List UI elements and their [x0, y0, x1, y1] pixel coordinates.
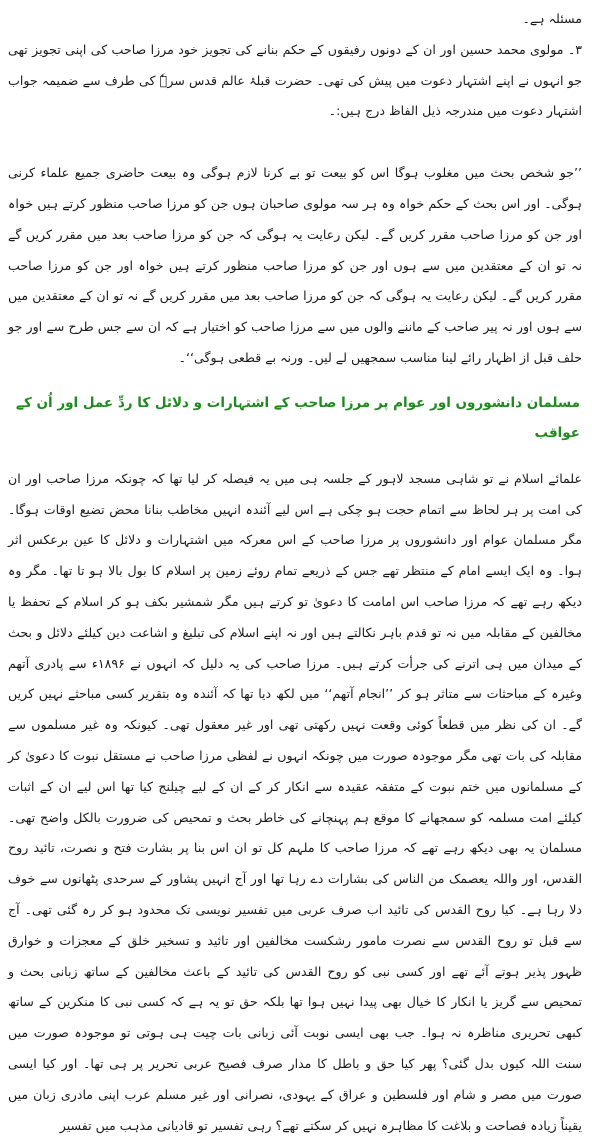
- continuation-line: مسئلہ ہے۔: [522, 11, 582, 26]
- section-heading: مسلمان دانشوروں اور عوام پر مرزا صاحب کے اشتہارات و دلائل کا ردِّ عمل اور اُن کے عواقب: [16, 394, 580, 441]
- quoted-paragraph: ’’جو شخص بحث میں مغلوب ہوگا اس کو بیعت تو بے کرنا لازم ہوگی وہ بیعت حاضری جمیع علماء کرنی ہوگی۔ اور اس بحث کے حکم خواہ وہ ہر سہ مولوی صاحبان ہوں جن کو مرزا صاحب منظور کرتے ہیں خواہ اور جن کو مرزا صاحب مقرر کریں گے۔ لیکن رعایت یہ ہوگی کہ جن کو مرزا صاحب بعد میں مقرر کریں گے نہ تو ان کے معتقدین میں سے ہوں اور جن کو مرزا صاحب منظور کرتے ہیں خواہ اور جن کو مرزا صاحب مقرر کریں گے۔ لیکن رعایت یہ ہوگی کہ جن کو مرزا صاحب بعد میں مقرر کریں گے نہ تو ان کے معتقدین میں سے ہوں اور نہ پیر صاحب کے ماننے والوں میں سے مرزا صاحب کو اختیار ہے کہ ان سے جس طرح سے اور جو حلف قبل از اظہار رائے لینا مناسب سمجھیں لے لیں۔ ورنہ بے قطعی ہوگی‘‘۔: [8, 165, 582, 365]
- numbered-paragraph: ۳۔ مولوی محمد حسین اور ان کے دونوں رفیقوں کے حکم بنانے کی تجویز خود مرزا صاحب کی اپنی تجویز تھی جو انہوں نے اپنے اشتہار دعوت میں پیش کی تھی۔ حضرت قبلۂ عالم قدس سرہٗ کی طرف سے ضمیمہ جواب اشتہار دعوت میں مندرجہ ذیل الفاظ درج ہیں:۔: [8, 41, 582, 119]
- body-paragraph: علمائے اسلام نے تو شاہی مسجد لاہور کے جلسہ ہی میں یہ فیصلہ کر لیا تھا کہ چونکہ مرزا صاحب اور ان کی امت پر ہر لحاظ سے اتمام حجت ہو چکی ہے اس لیے آئندہ انہیں مخاطب بنانا محض تضیع اوقات ہوگا۔ مگر مسلمان عوام اور دانشوروں پر مرزا صاحب کے اس معرکہ میں اشتہارات و دلائل کا عین برعکس اثر ہوا۔ وہ ایک ایسے امام کے منتظر تھے جس کے ذریعے تمام روئے زمین پر اسلام کا بول بالا ہو تا تھا۔ مگر وہ دیکھ رہے تھے کہ مرزا صاحب اس امامت کا دعویٰ تو کرتے ہیں مگر شمشیر بکف ہو کر اسلام کے تحفظ یا مخالفین کے مقابلہ میں نہ تو قدم باہر نکالتے ہیں اور نہ اپنے اسلام کی تبلیغ و اشاعت دین کیلئے دلائل و بحث کے میدان میں ہی اترنے کی جرأت کرتے ہیں۔ مرزا صاحب کی یہ دلیل کہ انہوں نے ۱۸۹۶ء سے پادری آتھم وغیرہ کے مباحثات سے متاثر ہو کر ’’انجام آتھم‘‘ میں لکھ دیا تھا کہ آئندہ وہ بتقریر کسی مباحثے نہیں کریں گے۔ ان کی نظر میں قطعاً کوئی وقعت نہیں رکھتی تھی اور غیر معقول تھی۔ کیونکہ وہ غیر مسلموں سے مقابلہ کی بات تھی مگر موجودہ صورت میں چونکہ انہوں نے لفظی مرزا صاحب نے مستقل نبوت کا دعویٰ کر کے مسلمانوں میں ختم نبوت کے متفقہ عقیدہ سے انکار کر کے ان کے لیے چیلنج کیا تھا اس لیے ان کے اثبات کیلئے امت مسلمہ کو سمجھانے کا موقع ہم پہنچانے کی خاطر بحث و تمحیص کی ضرورت بالکل واضح تھی۔ مسلمان یہ بھی دیکھ رہے تھے کہ مرزا صاحب کا ملہم کل تو ان اس بنا پر بشارت فتح و نصرت، تائید روح القدس، اور واللہ یعصمک من الناس کی بشارات دے رہا تھا اور آج انہیں پشاور کے سرحدی پٹھانوں سے خوف دلا رہا ہے۔ کیا روح القدس کی تائید اب صرف عربی میں تفسیر نویسی تک محدود ہو کر رہ گئی تھی۔ آج سے قبل تو روح القدس سے نصرت مامور رشکست مخالفین اور تائید و تسخیر خلق کے معجزات و خوارق ظہور پذیر ہوتے آئے تھے اور کسی نبی کو روح القدس کی تائید کے باعث مخالفین کے ساتھ زبانی بحث و تمحیص سے گریز یا انکار کا خیال بھی پیدا نہیں ہوا تھا بلکہ حق تو یہ ہے کہ کسی نبی کا منکرین کے ساتھ کبھی تحریری مناظرہ نہ ہوا۔ جب بھی ایسی نوبت آئی زبانی بات چیت ہی ہوتی تو موجودہ صورت میں سنت اللہ کیوں بدل گئی؟ پھر کیا حق و باطل کا مدار صرف فصیح عربی تحریر پر ہی تھا۔ اور کیا ایسی صورت میں مصر و شام اور فلسطین و عراق کے یہودی، نصرانی اور غیر مسلم عرب اپنی مادری زبان میں یقیناً زیادہ فصاحت و بلاغت کا مظاہرہ نہیں کر سکتے تھے؟ رہی تفسیر تو قادیانی مذہب میں تفسیر: [8, 470, 582, 1133]
